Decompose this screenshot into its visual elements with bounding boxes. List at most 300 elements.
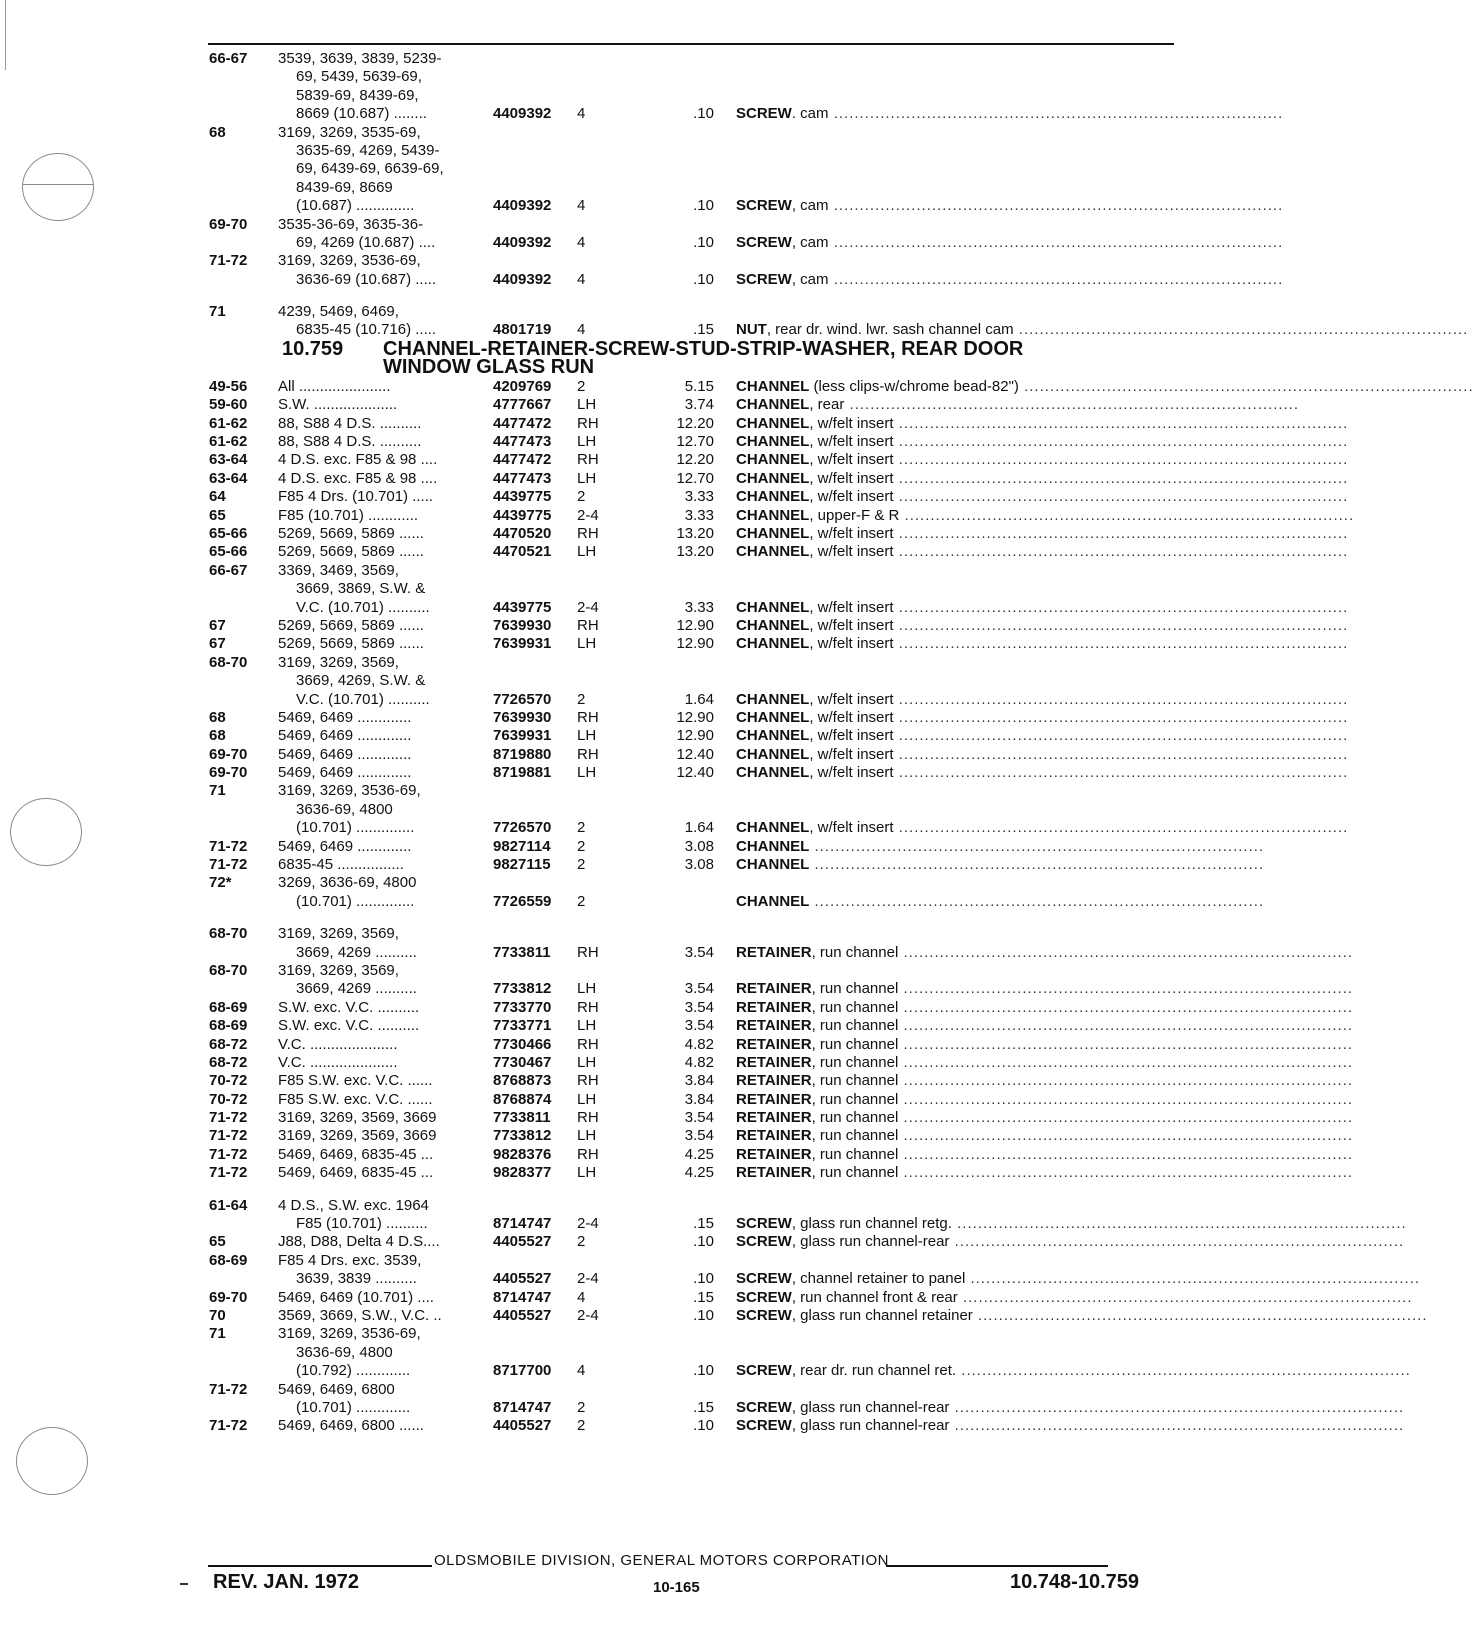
part-number: 7733812 [493,1127,552,1145]
quantity: LH [577,1127,597,1145]
price: 4.25 [684,1164,714,1182]
dot-leader: ....................................................................................... [809,837,1265,855]
part-number: 7733811 [493,943,551,961]
part-name: SCREW [736,1270,792,1288]
table-row [0,377,1474,396]
price: 3.54 [684,980,714,998]
model-year: 68-69 [209,998,248,1016]
dot-leader: ....................................................................................... [893,598,1349,616]
header-rule [208,43,1174,45]
part-name: RETAINER [736,1109,812,1127]
part-number: 7733771 [493,1017,552,1035]
table-row [0,124,1272,142]
table-row [0,672,1272,690]
model-application: 3169, 3269, 3535-69, [278,123,421,141]
table-row [0,838,1272,856]
parts-list [0,50,1474,1436]
part-detail: , run channel [811,1053,899,1071]
model-year: 67 [209,616,226,634]
dot-leader: ....................................................................................... [893,635,1349,653]
part-detail: , w/felt insert [809,598,894,616]
part-detail: , glass run channel-rear [791,1417,950,1435]
part-name: RETAINER [736,1053,812,1071]
model-year: 68-70 [209,653,248,671]
price: 1.64 [684,819,714,837]
model-application: 3669, 3869, S.W. & [296,580,426,598]
table-row [0,179,1272,197]
table-row [0,1417,1405,1435]
price: .15 [693,1398,714,1416]
model-year: 68 [209,123,226,141]
quantity: 2 [577,377,586,395]
part-name: CHANNEL [736,727,810,745]
table-row [0,1288,1413,1307]
part-description [736,1233,1405,1251]
part-name: RETAINER [736,998,812,1016]
part-detail: . cam [791,105,829,123]
punch-hole [16,1427,88,1495]
part-detail: , w/felt insert [809,433,894,451]
part-detail: , run channel front & rear [791,1288,958,1306]
model-year: 72* [209,874,232,892]
dot-leader: ....................................................................................... [828,105,1284,123]
price: 3.84 [684,1072,714,1090]
part-name: NUT [736,321,767,339]
model-application: 3669, 4269 .......... [296,980,417,998]
part-number: 8719881 [493,764,552,782]
table-row [0,142,1272,160]
model-year: 69-70 [209,1288,248,1306]
part-description [736,708,1349,727]
dot-leader: ....................................................................................... [898,1053,1354,1071]
part-name: CHANNEL [736,764,810,782]
model-application: 5469, 6469, 6800 [278,1380,395,1398]
price: 3.54 [684,998,714,1016]
section-title-line2: WINDOW GLASS RUN [383,355,595,378]
part-number: 8714747 [493,1215,552,1233]
price: 3.33 [684,506,714,524]
part-name: SCREW [736,233,792,251]
model-application: 69, 6439-69, 6639-69, [296,160,444,178]
quantity: LH [577,635,597,653]
dot-leader: ....................................................................................... [828,197,1284,215]
table-row [0,598,1349,617]
price: 12.90 [676,635,714,653]
table-row [0,1053,1354,1072]
model-application: 6835-45 (10.716) ..... [296,321,437,339]
part-detail: , glass run channel retg. [791,1215,952,1233]
model-year: 63-64 [209,469,248,487]
part-name: CHANNEL [736,414,810,432]
table-row [0,925,1272,943]
model-year: 65 [209,1233,226,1251]
model-application: 88, S88 4 D.S. .......... [278,414,422,432]
part-description [736,1362,1411,1380]
table-row [0,1090,1354,1109]
table-row [0,1072,1354,1090]
model-application: 3169, 3269, 3569, 3669 [278,1127,437,1145]
part-name: RETAINER [736,1164,812,1182]
dot-leader: ....................................................................................... [893,414,1349,432]
part-detail: , upper-F & R [809,506,900,524]
dot-leader: ....................................................................................... [893,451,1349,469]
part-number: 4477473 [493,433,552,451]
dot-leader: ....................................................................................... [898,1017,1354,1035]
quantity: 2 [577,1398,586,1416]
part-number: 7639931 [493,727,552,745]
part-number: 4405527 [493,1233,552,1251]
quantity: 2 [577,1233,586,1251]
model-year: 71 [209,303,226,321]
model-application: 3369, 3469, 3569, [278,561,399,579]
dot-leader: ....................................................................................... [956,1362,1411,1380]
model-application: 3169, 3269, 3569, [278,961,399,979]
model-application: 3539, 3639, 3839, 5239- [278,50,442,67]
part-description [736,819,1349,837]
dot-leader: ....................................................................................... [898,1127,1354,1145]
part-description [736,270,1284,289]
part-name: CHANNEL [736,506,810,524]
model-year: 65-66 [209,524,248,542]
quantity: LH [577,469,597,487]
model-year: 70 [209,1307,226,1324]
part-number: 7726570 [493,819,552,837]
part-description [736,837,1265,856]
part-name: CHANNEL [736,616,810,634]
price: .10 [693,105,714,123]
price: 12.70 [676,433,714,451]
part-description [736,635,1349,653]
model-year: 49-56 [209,377,248,395]
price: .15 [693,1288,714,1306]
dot-leader: ....................................................................................... [809,856,1265,874]
model-application: 3169, 3269, 3536-69, [278,782,421,800]
table-row [0,1381,1272,1399]
part-description [736,524,1349,543]
model-application: S.W. exc. V.C. .......... [278,1017,420,1035]
quantity: LH [577,764,597,782]
model-application: S.W. exc. V.C. .......... [278,998,420,1016]
model-application: 3569, 3669, S.W., V.C. .. [278,1307,442,1324]
dot-leader: ....................................................................................... [972,1307,1428,1324]
part-description [736,543,1349,561]
table-row [0,543,1349,561]
part-description [736,469,1349,488]
price: 3.54 [684,943,714,961]
dot-leader: ....................................................................................... [898,998,1354,1016]
quantity: 2 [577,690,586,708]
model-year: 68-69 [209,1251,248,1269]
part-number: 4405527 [493,1270,552,1288]
model-year: 61-62 [209,414,248,432]
model-year: 66-67 [209,561,248,579]
part-number: 4209769 [493,377,552,395]
quantity: RH [577,1072,599,1090]
quantity: 2 [577,1417,586,1435]
part-number: 4477472 [493,414,552,432]
part-number: 7733811 [493,1109,551,1127]
part-detail: , run channel [811,1127,899,1145]
part-number: 4409392 [493,197,552,215]
part-description [736,1090,1354,1109]
table-row [0,727,1349,745]
table-row [0,801,1272,819]
part-number: 7730467 [493,1053,552,1071]
part-name: RETAINER [736,1090,812,1108]
table-row [0,562,1272,580]
dot-leader: ....................................................................................... [951,1215,1407,1233]
quantity: 2 [577,819,586,837]
price: 12.90 [676,708,714,726]
part-detail: , w/felt insert [809,524,894,542]
price: 3.54 [684,1127,714,1145]
table-row [0,1035,1354,1054]
part-name: CHANNEL [736,524,810,542]
part-name: CHANNEL [736,690,810,708]
quantity: 2-4 [577,1307,599,1324]
quantity: 4 [577,197,586,215]
quantity: LH [577,980,597,998]
part-description [736,506,1355,525]
model-application: F85 (10.701) .......... [296,1215,428,1233]
table-row [0,197,1284,215]
model-application: 69, 5439, 5639-69, [296,68,422,86]
part-detail: , w/felt insert [809,469,894,487]
part-number: 7639930 [493,708,552,726]
part-description [736,764,1349,782]
model-application: 3636-69 (10.687) ..... [296,270,437,288]
part-number: 4409392 [493,105,552,123]
quantity: LH [577,1053,597,1071]
part-description [736,727,1349,745]
model-year: 67 [209,635,226,653]
model-application: All ...................... [278,377,391,395]
part-name: CHANNEL [736,708,810,726]
table-row [0,708,1349,727]
part-detail: , cam [791,197,829,215]
price: 4.82 [684,1053,714,1071]
table-row [0,303,1272,321]
part-detail: , run channel [811,1017,899,1035]
part-detail: , w/felt insert [809,708,894,726]
table-row [0,87,1272,105]
model-year: 70-72 [209,1072,248,1090]
table-row [0,160,1272,178]
dot-leader: ....................................................................................... [893,543,1349,561]
part-description [736,1127,1354,1145]
quantity: RH [577,524,599,542]
part-detail: , glass run channel-rear [791,1233,950,1251]
part-detail: , w/felt insert [809,616,894,634]
price: 4.25 [684,1145,714,1163]
part-number: 8719880 [493,745,552,763]
model-application: 5269, 5669, 5869 ...... [278,616,424,634]
quantity: 2 [577,892,586,910]
model-year: 71-72 [209,1164,248,1182]
part-name: SCREW [736,1233,792,1251]
table-row [0,998,1354,1017]
part-name: SCREW [736,105,792,123]
dot-leader: ....................................................................................... [898,1090,1354,1108]
price: 12.90 [676,616,714,634]
model-year: 65 [209,506,226,524]
table-row [0,911,1272,925]
part-name: CHANNEL [736,837,810,855]
part-description [736,980,1354,998]
part-detail: , cam [791,233,829,251]
model-application: (10.687) .............. [296,197,415,215]
part-number: 7733770 [493,998,552,1016]
table-row [0,893,1272,911]
part-detail: (less clips-w/chrome bead-82") [809,377,1019,395]
model-year: 71-72 [209,1380,248,1398]
price: 3.33 [684,598,714,616]
table-row [0,270,1284,289]
model-year: 61-62 [209,433,248,451]
quantity: 4 [577,233,586,251]
dot-leader: ....................................................................................... [893,433,1349,451]
model-application: 4239, 5469, 6469, [278,303,399,321]
part-description [736,1288,1413,1307]
part-detail: , run channel [811,980,899,998]
quantity: LH [577,1090,597,1108]
price: 13.20 [676,543,714,561]
model-application: 5469, 6469, 6835-45 ... [278,1164,434,1182]
dot-leader: ....................................................................................... [893,616,1349,634]
table-row [0,1233,1405,1251]
price: .10 [693,1417,714,1435]
footer-rule-right [886,1565,1108,1567]
model-year: 68-69 [209,1017,248,1035]
model-application: 3636-69, 4800 [296,800,393,818]
table-row [0,50,1272,68]
model-application: F85 S.W. exc. V.C. ...... [278,1072,433,1090]
part-description [736,451,1349,469]
model-application: 5469, 6469 ............. [278,745,412,763]
table-row [0,1164,1354,1182]
price: .15 [693,1215,714,1233]
model-application: S.W. .................... [278,396,398,414]
quantity: RH [577,745,599,763]
table-row [0,414,1349,433]
quantity: RH [577,1109,599,1127]
part-name: CHANNEL [736,433,810,451]
price: 13.20 [676,524,714,542]
model-application: 5469, 6469, 6835-45 ... [278,1145,434,1163]
part-description [736,1270,1421,1288]
part-detail: , w/felt insert [809,690,894,708]
table-row [0,289,1272,303]
part-description [736,1398,1405,1417]
part-name: RETAINER [736,943,812,961]
model-year: 69-70 [209,215,248,233]
dot-leader: ....................................................................................... [949,1417,1405,1435]
part-detail: , run channel [811,1164,899,1182]
part-detail: , w/felt insert [809,414,894,432]
part-description [736,1017,1354,1035]
table-row [0,1215,1407,1233]
part-detail: , rear [809,396,845,414]
part-detail: , run channel [811,1145,899,1163]
table-row [0,68,1272,86]
part-name: SCREW [736,270,792,288]
part-description [736,1417,1405,1435]
table-row [0,433,1349,451]
dot-leader: ....................................................................................... [898,1145,1354,1163]
part-description [736,616,1349,635]
dot-leader: ....................................................................................... [893,727,1349,745]
model-application: 5469, 6469 (10.701) .... [278,1288,434,1306]
dot-leader: ....................................................................................... [828,270,1284,288]
model-application: 5469, 6469 ............. [278,727,412,745]
part-number: 8714747 [493,1398,552,1416]
table-row [0,745,1349,764]
model-application: 8439-69, 8669 [296,178,393,196]
model-application: 3169, 3269, 3536-69, [278,252,421,270]
quantity: 2-4 [577,1270,599,1288]
dot-leader: ....................................................................................... [844,396,1300,414]
part-detail: , run channel [811,943,899,961]
model-year: 71-72 [209,1109,248,1127]
quantity: 2 [577,856,586,874]
dot-leader: ....................................................................................... [893,708,1349,726]
part-name: RETAINER [736,980,812,998]
dot-leader: ....................................................................................... [1013,321,1469,339]
footer-dash [180,1583,188,1585]
quantity: 2-4 [577,506,599,524]
model-application: 8669 (10.687) ........ [296,105,427,123]
table-row [0,396,1300,414]
part-description [736,856,1265,874]
part-description [736,1164,1354,1182]
price: .15 [693,321,714,339]
table-row [0,233,1284,252]
footer-rule-left [208,1565,432,1567]
quantity: 2-4 [577,1215,599,1233]
model-application: 5269, 5669, 5869 ...... [278,524,424,542]
part-detail: , w/felt insert [809,819,894,837]
part-number: 4477472 [493,451,552,469]
part-name: RETAINER [736,1072,812,1090]
footer-division: OLDSMOBILE DIVISION, GENERAL MOTORS CORPORATION [434,1552,889,1569]
dot-leader: ....................................................................................... [893,745,1349,763]
model-application: F85 S.W. exc. V.C. ...... [278,1090,433,1108]
part-number: 4477473 [493,469,552,487]
table-row [0,451,1349,469]
quantity: 4 [577,1362,586,1380]
model-application: 5839-69, 8439-69, [296,86,419,104]
part-detail: , run channel [811,1035,899,1053]
table-row [0,1325,1272,1343]
model-year: 61-64 [209,1196,248,1214]
part-description [736,396,1300,414]
dot-leader: ....................................................................................... [898,1072,1354,1090]
model-application: 3669, 4269 .......... [296,943,417,961]
model-application: F85 4 Drs. exc. 3539, [278,1251,422,1269]
quantity: 2 [577,837,586,855]
quantity: RH [577,451,599,469]
part-detail: , run channel [811,1090,899,1108]
model-year: 70-72 [209,1090,248,1108]
price: 12.90 [676,727,714,745]
price: .10 [693,197,714,215]
table-row [0,635,1349,653]
model-application: 5469, 6469, 6800 ...... [278,1417,424,1435]
section-number: 10.759 [282,337,344,360]
model-application: V.C. ..................... [278,1053,398,1071]
section-title-line1: CHANNEL-RETAINER-SCREW-STUD-STRIP-WASHER, REAR DOOR [383,337,1024,360]
price: 12.70 [676,469,714,487]
